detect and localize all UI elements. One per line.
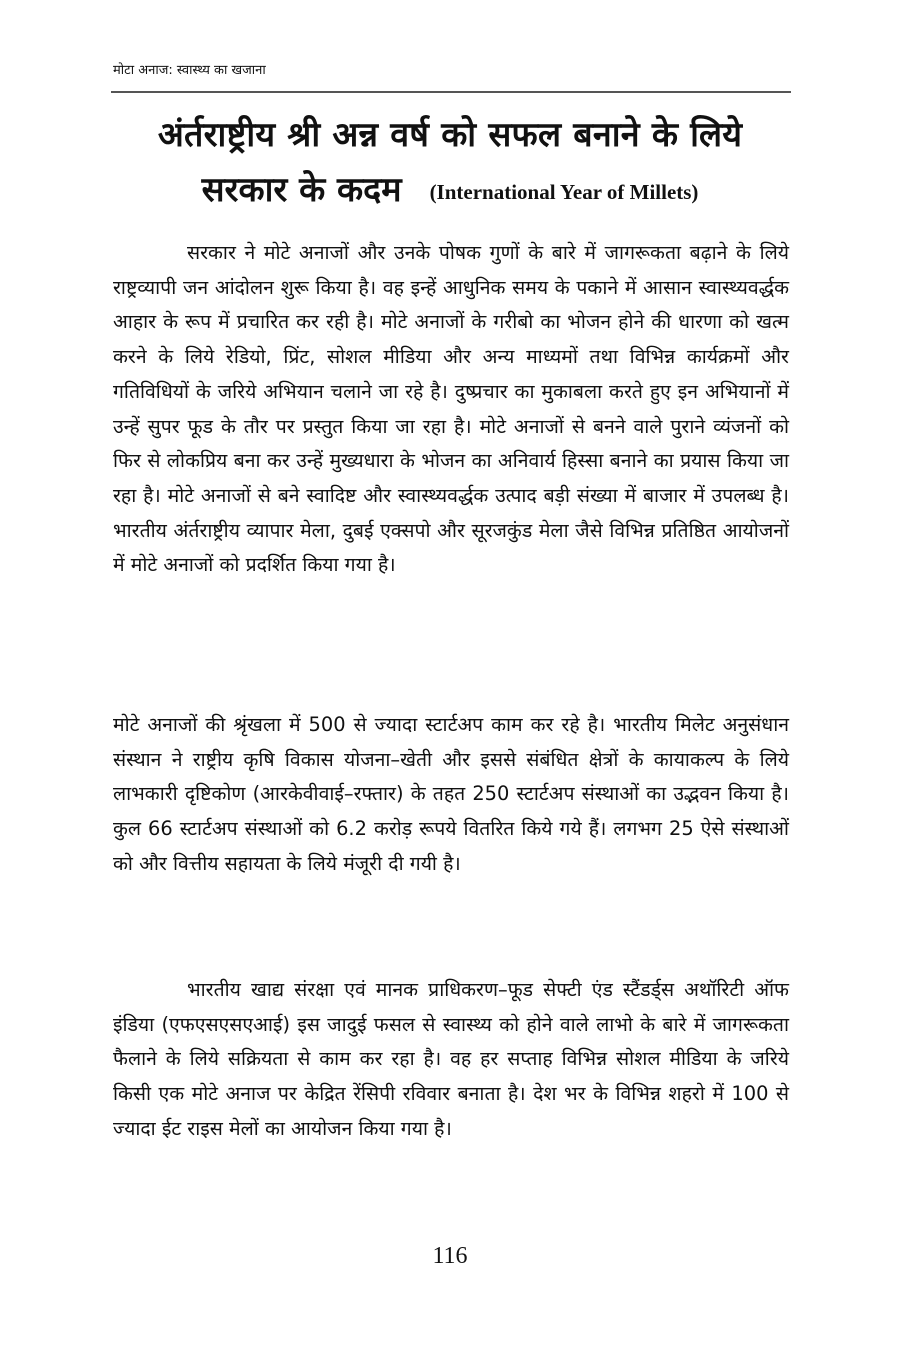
header-divider (111, 91, 791, 93)
title-line-2-hindi: सरकार के कदम (201, 170, 402, 210)
paragraph-1: सरकार ने मोटे अनाजों और उनके पोषक गुणों के बारे में जागरूकता बढ़ाने के लिये राष्ट्रव्यापी जन आंदोलन शुरू किया है। वह इन्हें आधुनिक समय के पकाने में आसान स्वास्थ्यवर्द्धक आहार के रूप में प्रचारित कर रही है। मोटे अनाजों के गरीबो का भोजन होने की धारणा को खत्म करने के लिये रेडियो, प्रिंट, सोशल मीडिया और अन्य माध्यमों तथा विभिन्न कार्यक्रमों और गतिविधियों के जरिये अभियान चलाने जा रहे है। दुष्प्रचार का मुकाबला करते हुए इन अभियानों में उन्हें सुपर फूड के तौर पर प्रस्तुत किया जा रहा है। मोटे अनाजों से बनने वाले पुराने व्यंजनों को फिर से लोकप्रिय बना कर उन्हें मुख्यधारा के भोजन का अनिवार्य हिस्सा बनाने का प्रयास किया जा रहा है। मोटे अनाजों से बने स्वादिष्ट और स्वास्थ्यवर्द्धक उत्पाद बड़ी संख्या में बाजार में उपलब्ध है। भारतीय अंर्तराष्ट्रीय व्यापार मेला, दुबई एक्सपो और सूरजकुंड मेला जैसे विभिन्न प्रतिष्ठित आयोजनों में मोटे अनाजों को प्रदर्शित किया गया है। (113, 241, 789, 577)
paragraph-3: भारतीय खाद्य संरक्षा एवं मानक प्राधिकरण–फूड सेफ्टी एंड स्टैंडर्ड्स अथॉरिटी ऑफ इंडिया (एफएसएसएआई) इस जादुई फसल से स्वास्थ्य को होने वाले लाभो के बारे में जागरूकता फैलाने के लिये सक्रियता से काम कर रहा है। वह हर सप्ताह विभिन्न सोशल मीडिया के जरिये किसी एक मोटे अनाज पर केद्रित रेंसिपी रविवार बनाता है। देश भर के विभिन्न शहरो में 100 से ज्यादा ईट राइस मेलों का आयोजन किया गया है। (113, 978, 789, 1140)
chapter-title (100, 108, 800, 220)
title-line-1: अंर्तराष्ट्रीय श्री अन्न वर्ष को सफल बनाने के लिये (157, 115, 743, 155)
paragraph-2: मोटे अनाजों की श्रृंखला में 500 से ज्यादा स्टार्टअप काम कर रहे है। भारतीय मिलेट अनुसंधान संस्थान ने राष्ट्रीय कृषि विकास योजना–खेती और इससे संबंधित क्षेत्रों के कायाकल्प के लिये लाभकारी दृष्टिकोण (आरकेवीवाई–रफ्तार) के तहत 250 स्टार्टअप संस्थाओं का उद्भवन किया है। कुल 66 स्टार्टअप संस्थाओं को 6.2 करोड़ रूपये वितरित किये गये हैं। लगभग 25 ऐसे संस्थाओं को और वित्तीय सहायता के लिये मंजूरी दी गयी है। (113, 713, 789, 875)
title-line-2 (100, 162, 800, 220)
page-number: 116 (432, 1243, 468, 1269)
running-header: मोटा अनाज: स्वास्थ्य का खजाना (113, 63, 266, 78)
title-english-subtitle: (International Year of Millets) (429, 180, 699, 204)
